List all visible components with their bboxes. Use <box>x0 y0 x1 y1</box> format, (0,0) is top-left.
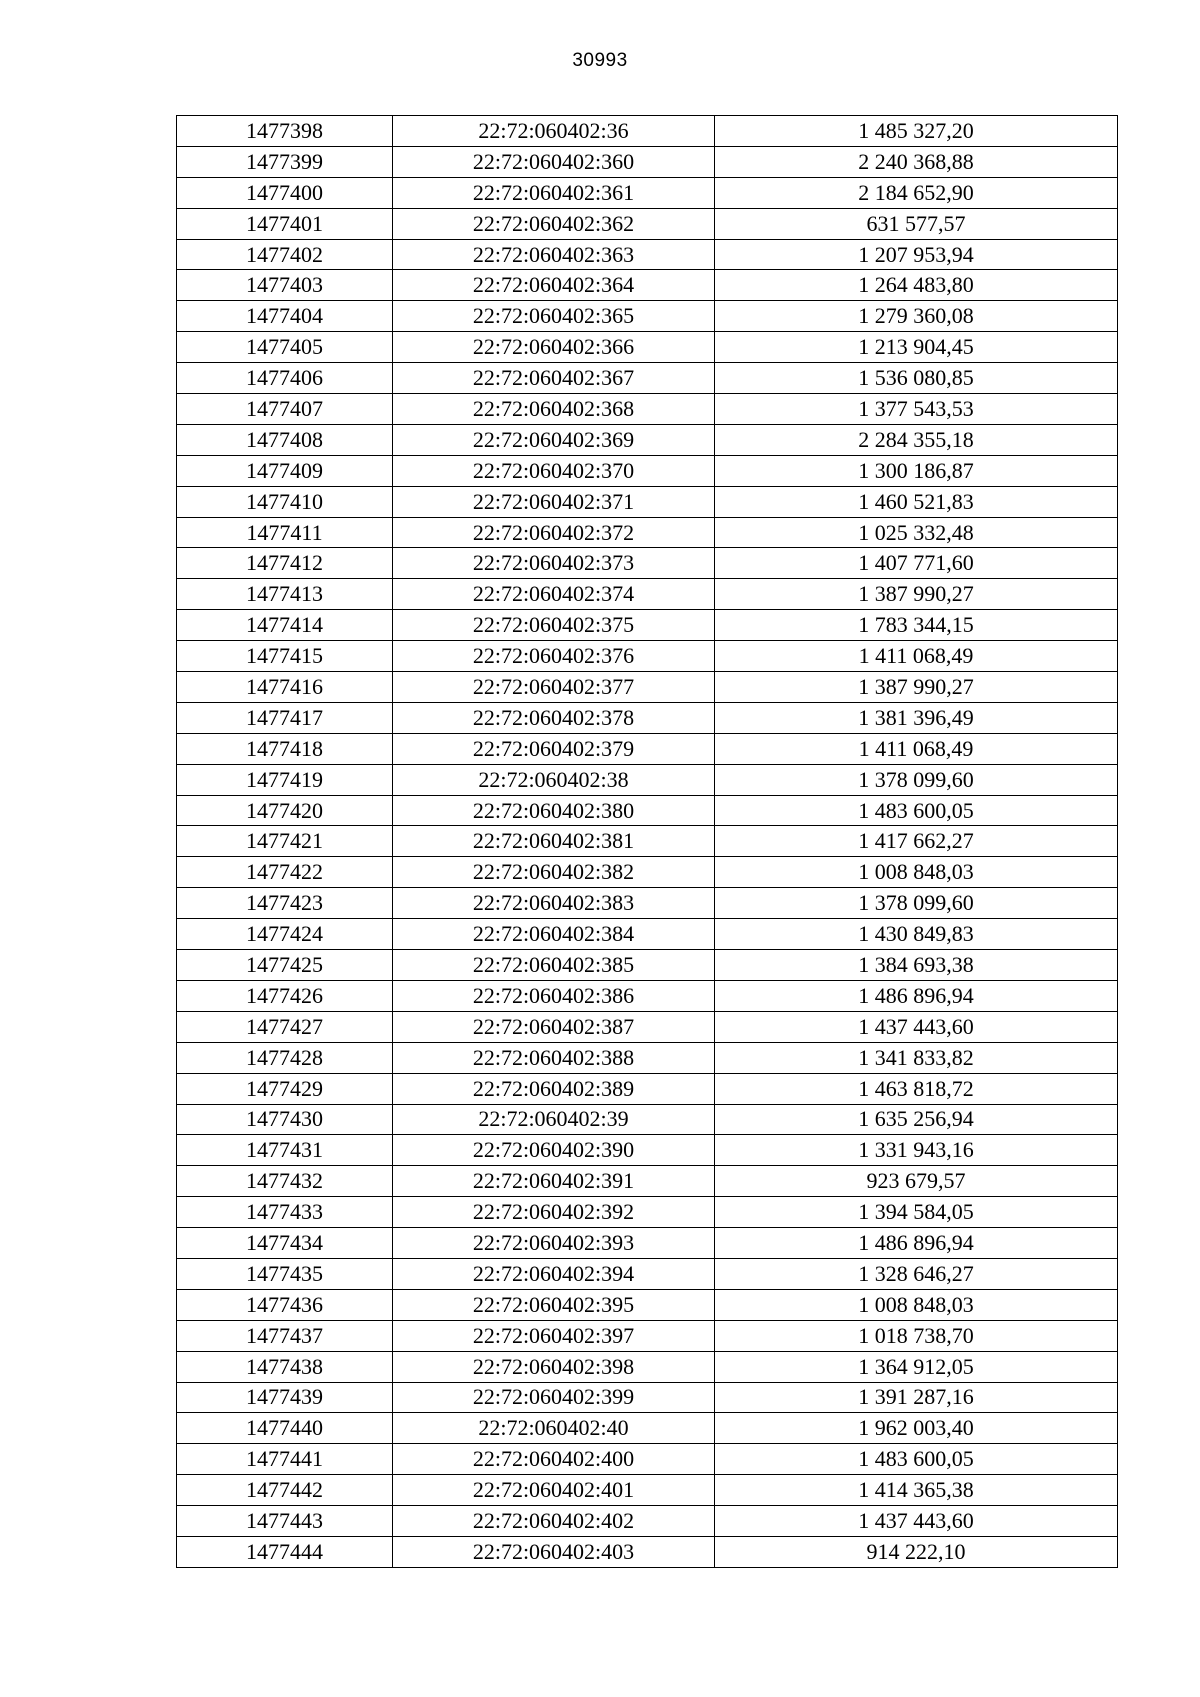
value-cell: 1 341 833,82 <box>715 1042 1118 1073</box>
value-cell: 1 437 443,60 <box>715 1011 1118 1042</box>
cadastral-number-cell: 22:72:060402:382 <box>393 857 715 888</box>
row-id-cell: 1477433 <box>177 1197 393 1228</box>
cadastral-number-cell: 22:72:060402:370 <box>393 455 715 486</box>
cadastral-number-cell: 22:72:060402:390 <box>393 1135 715 1166</box>
row-id-cell: 1477440 <box>177 1413 393 1444</box>
row-id-cell: 1477402 <box>177 239 393 270</box>
table-row <box>177 424 1118 455</box>
cadastral-number-cell: 22:72:060402:378 <box>393 702 715 733</box>
table-row <box>177 826 1118 857</box>
value-cell: 1 391 287,16 <box>715 1382 1118 1413</box>
cadastral-number-cell: 22:72:060402:399 <box>393 1382 715 1413</box>
row-id-cell: 1477441 <box>177 1444 393 1475</box>
row-id-cell: 1477426 <box>177 980 393 1011</box>
value-cell: 1 483 600,05 <box>715 795 1118 826</box>
table-row <box>177 363 1118 394</box>
value-cell: 1 486 896,94 <box>715 980 1118 1011</box>
value-cell: 1 460 521,83 <box>715 486 1118 517</box>
table-row <box>177 1011 1118 1042</box>
table-row <box>177 146 1118 177</box>
cadastral-number-cell: 22:72:060402:400 <box>393 1444 715 1475</box>
table-row <box>177 270 1118 301</box>
table-row <box>177 1351 1118 1382</box>
table-row <box>177 857 1118 888</box>
value-cell: 1 018 738,70 <box>715 1320 1118 1351</box>
value-cell: 1 025 332,48 <box>715 517 1118 548</box>
cadastral-number-cell: 22:72:060402:383 <box>393 888 715 919</box>
cadastral-number-cell: 22:72:060402:374 <box>393 579 715 610</box>
table-row <box>177 1166 1118 1197</box>
row-id-cell: 1477443 <box>177 1506 393 1537</box>
row-id-cell: 1477403 <box>177 270 393 301</box>
value-cell: 2 184 652,90 <box>715 177 1118 208</box>
cadastral-number-cell: 22:72:060402:379 <box>393 733 715 764</box>
table-row <box>177 1536 1118 1567</box>
row-id-cell: 1477439 <box>177 1382 393 1413</box>
row-id-cell: 1477442 <box>177 1475 393 1506</box>
row-id-cell: 1477427 <box>177 1011 393 1042</box>
value-cell: 1 463 818,72 <box>715 1073 1118 1104</box>
table-row <box>177 702 1118 733</box>
value-cell: 1 279 360,08 <box>715 301 1118 332</box>
row-id-cell: 1477419 <box>177 764 393 795</box>
table-row <box>177 1413 1118 1444</box>
cadastral-number-cell: 22:72:060402:403 <box>393 1536 715 1567</box>
cadastral-number-cell: 22:72:060402:385 <box>393 950 715 981</box>
row-id-cell: 1477435 <box>177 1258 393 1289</box>
table-row <box>177 239 1118 270</box>
cadastral-number-cell: 22:72:060402:393 <box>393 1228 715 1259</box>
row-id-cell: 1477438 <box>177 1351 393 1382</box>
cadastral-value-table <box>176 115 1118 1568</box>
value-cell: 1 437 443,60 <box>715 1506 1118 1537</box>
cadastral-number-cell: 22:72:060402:360 <box>393 146 715 177</box>
cadastral-number-cell: 22:72:060402:401 <box>393 1475 715 1506</box>
cadastral-number-cell: 22:72:060402:381 <box>393 826 715 857</box>
table-row <box>177 1228 1118 1259</box>
row-id-cell: 1477430 <box>177 1104 393 1135</box>
row-id-cell: 1477423 <box>177 888 393 919</box>
value-cell: 1 536 080,85 <box>715 363 1118 394</box>
row-id-cell: 1477408 <box>177 424 393 455</box>
table-row <box>177 177 1118 208</box>
value-cell: 1 414 365,38 <box>715 1475 1118 1506</box>
value-cell: 2 240 368,88 <box>715 146 1118 177</box>
value-cell: 1 207 953,94 <box>715 239 1118 270</box>
table-row <box>177 1258 1118 1289</box>
table-row <box>177 980 1118 1011</box>
row-id-cell: 1477431 <box>177 1135 393 1166</box>
table-row <box>177 1444 1118 1475</box>
table-row <box>177 517 1118 548</box>
value-cell: 1 377 543,53 <box>715 394 1118 425</box>
value-cell: 1 483 600,05 <box>715 1444 1118 1475</box>
table-row <box>177 795 1118 826</box>
value-cell: 914 222,10 <box>715 1536 1118 1567</box>
cadastral-number-cell: 22:72:060402:40 <box>393 1413 715 1444</box>
value-cell: 1 300 186,87 <box>715 455 1118 486</box>
value-cell: 1 783 344,15 <box>715 610 1118 641</box>
value-cell: 1 394 584,05 <box>715 1197 1118 1228</box>
value-cell: 1 008 848,03 <box>715 1289 1118 1320</box>
table-row <box>177 1289 1118 1320</box>
row-id-cell: 1477420 <box>177 795 393 826</box>
value-cell: 1 378 099,60 <box>715 888 1118 919</box>
row-id-cell: 1477421 <box>177 826 393 857</box>
cadastral-number-cell: 22:72:060402:388 <box>393 1042 715 1073</box>
value-cell: 1 411 068,49 <box>715 733 1118 764</box>
table-row <box>177 579 1118 610</box>
cadastral-number-cell: 22:72:060402:364 <box>393 270 715 301</box>
value-cell: 1 411 068,49 <box>715 641 1118 672</box>
table-row <box>177 394 1118 425</box>
row-id-cell: 1477429 <box>177 1073 393 1104</box>
row-id-cell: 1477428 <box>177 1042 393 1073</box>
value-cell: 1 264 483,80 <box>715 270 1118 301</box>
row-id-cell: 1477407 <box>177 394 393 425</box>
table-row <box>177 455 1118 486</box>
row-id-cell: 1477401 <box>177 208 393 239</box>
row-id-cell: 1477410 <box>177 486 393 517</box>
row-id-cell: 1477418 <box>177 733 393 764</box>
table-row <box>177 1073 1118 1104</box>
table-row <box>177 1104 1118 1135</box>
value-cell: 1 378 099,60 <box>715 764 1118 795</box>
cadastral-number-cell: 22:72:060402:365 <box>393 301 715 332</box>
row-id-cell: 1477412 <box>177 548 393 579</box>
cadastral-number-cell: 22:72:060402:369 <box>393 424 715 455</box>
table-row <box>177 919 1118 950</box>
value-cell: 1 635 256,94 <box>715 1104 1118 1135</box>
cadastral-number-cell: 22:72:060402:361 <box>393 177 715 208</box>
value-cell: 631 577,57 <box>715 208 1118 239</box>
cadastral-number-cell: 22:72:060402:376 <box>393 641 715 672</box>
cadastral-number-cell: 22:72:060402:363 <box>393 239 715 270</box>
table-row <box>177 641 1118 672</box>
row-id-cell: 1477398 <box>177 116 393 147</box>
cadastral-number-cell: 22:72:060402:373 <box>393 548 715 579</box>
table-row <box>177 1197 1118 1228</box>
value-cell: 1 486 896,94 <box>715 1228 1118 1259</box>
cadastral-number-cell: 22:72:060402:402 <box>393 1506 715 1537</box>
value-cell: 1 387 990,27 <box>715 672 1118 703</box>
cadastral-number-cell: 22:72:060402:394 <box>393 1258 715 1289</box>
table-row <box>177 548 1118 579</box>
row-id-cell: 1477417 <box>177 702 393 733</box>
value-cell: 1 387 990,27 <box>715 579 1118 610</box>
value-cell: 1 328 646,27 <box>715 1258 1118 1289</box>
table-row <box>177 888 1118 919</box>
cadastral-number-cell: 22:72:060402:386 <box>393 980 715 1011</box>
cadastral-number-cell: 22:72:060402:39 <box>393 1104 715 1135</box>
row-id-cell: 1477400 <box>177 177 393 208</box>
row-id-cell: 1477425 <box>177 950 393 981</box>
cadastral-number-cell: 22:72:060402:372 <box>393 517 715 548</box>
cadastral-number-cell: 22:72:060402:371 <box>393 486 715 517</box>
table-row <box>177 116 1118 147</box>
value-cell: 1 962 003,40 <box>715 1413 1118 1444</box>
cadastral-number-cell: 22:72:060402:398 <box>393 1351 715 1382</box>
cadastral-number-cell: 22:72:060402:367 <box>393 363 715 394</box>
table-row <box>177 332 1118 363</box>
cadastral-number-cell: 22:72:060402:389 <box>393 1073 715 1104</box>
table-row <box>177 610 1118 641</box>
table-row <box>177 1382 1118 1413</box>
value-cell: 923 679,57 <box>715 1166 1118 1197</box>
table-row <box>177 950 1118 981</box>
row-id-cell: 1477406 <box>177 363 393 394</box>
table-body <box>177 116 1118 1568</box>
row-id-cell: 1477434 <box>177 1228 393 1259</box>
value-cell: 2 284 355,18 <box>715 424 1118 455</box>
row-id-cell: 1477432 <box>177 1166 393 1197</box>
cadastral-number-cell: 22:72:060402:366 <box>393 332 715 363</box>
cadastral-number-cell: 22:72:060402:387 <box>393 1011 715 1042</box>
row-id-cell: 1477411 <box>177 517 393 548</box>
row-id-cell: 1477422 <box>177 857 393 888</box>
row-id-cell: 1477404 <box>177 301 393 332</box>
table-row <box>177 1475 1118 1506</box>
cadastral-number-cell: 22:72:060402:391 <box>393 1166 715 1197</box>
value-cell: 1 430 849,83 <box>715 919 1118 950</box>
table-row <box>177 1506 1118 1537</box>
value-cell: 1 384 693,38 <box>715 950 1118 981</box>
cadastral-number-cell: 22:72:060402:380 <box>393 795 715 826</box>
value-cell: 1 417 662,27 <box>715 826 1118 857</box>
cadastral-number-cell: 22:72:060402:395 <box>393 1289 715 1320</box>
cadastral-number-cell: 22:72:060402:397 <box>393 1320 715 1351</box>
cadastral-number-cell: 22:72:060402:392 <box>393 1197 715 1228</box>
cadastral-number-cell: 22:72:060402:38 <box>393 764 715 795</box>
row-id-cell: 1477405 <box>177 332 393 363</box>
value-cell: 1 485 327,20 <box>715 116 1118 147</box>
cadastral-number-cell: 22:72:060402:384 <box>393 919 715 950</box>
row-id-cell: 1477416 <box>177 672 393 703</box>
row-id-cell: 1477424 <box>177 919 393 950</box>
value-cell: 1 381 396,49 <box>715 702 1118 733</box>
row-id-cell: 1477444 <box>177 1536 393 1567</box>
table-row <box>177 672 1118 703</box>
value-cell: 1 008 848,03 <box>715 857 1118 888</box>
value-cell: 1 213 904,45 <box>715 332 1118 363</box>
table-row <box>177 733 1118 764</box>
cadastral-number-cell: 22:72:060402:377 <box>393 672 715 703</box>
value-cell: 1 331 943,16 <box>715 1135 1118 1166</box>
cadastral-number-cell: 22:72:060402:362 <box>393 208 715 239</box>
table-row <box>177 1135 1118 1166</box>
row-id-cell: 1477409 <box>177 455 393 486</box>
table-row <box>177 1042 1118 1073</box>
row-id-cell: 1477414 <box>177 610 393 641</box>
table-row <box>177 1320 1118 1351</box>
table-row <box>177 208 1118 239</box>
value-cell: 1 364 912,05 <box>715 1351 1118 1382</box>
table-row <box>177 486 1118 517</box>
row-id-cell: 1477436 <box>177 1289 393 1320</box>
cadastral-number-cell: 22:72:060402:375 <box>393 610 715 641</box>
value-cell: 1 407 771,60 <box>715 548 1118 579</box>
table-row <box>177 764 1118 795</box>
row-id-cell: 1477399 <box>177 146 393 177</box>
row-id-cell: 1477413 <box>177 579 393 610</box>
page-number: 30993 <box>572 50 628 71</box>
table-row <box>177 301 1118 332</box>
cadastral-number-cell: 22:72:060402:368 <box>393 394 715 425</box>
row-id-cell: 1477437 <box>177 1320 393 1351</box>
cadastral-number-cell: 22:72:060402:36 <box>393 116 715 147</box>
row-id-cell: 1477415 <box>177 641 393 672</box>
